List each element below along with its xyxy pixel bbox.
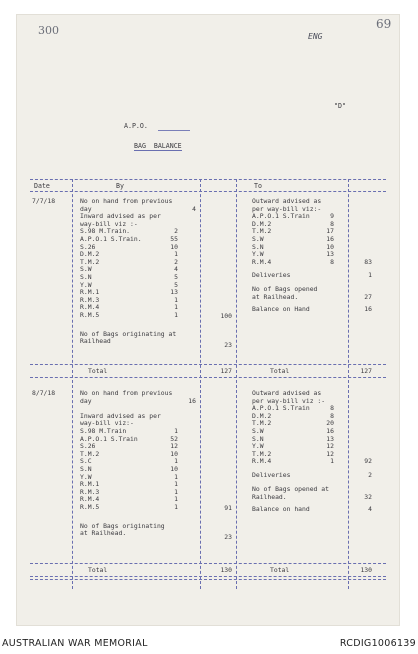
middle-rule: [236, 179, 237, 589]
date-column-rule: [72, 179, 73, 589]
deliveries-label: Deliveries: [252, 471, 291, 479]
outward-line-qty: 17: [326, 227, 334, 236]
balance-label: Balance on Hand: [252, 305, 310, 314]
inward-line-label: A.P.O.1 S.Train: [80, 434, 138, 443]
footer-source: AUSTRALIAN WAR MEMORIAL: [2, 638, 148, 649]
inward-line-qty: 10: [170, 449, 178, 458]
deliveries-qty: 2: [368, 471, 372, 479]
total-rule-bottom: [30, 377, 386, 378]
inward-line-qty: 4: [192, 204, 196, 213]
page-number-annotation: 300: [38, 24, 59, 37]
inward-line-label: way-bill viz :-: [80, 219, 138, 228]
inward-line-qty: 5: [174, 280, 178, 289]
inward-line-label: A.P.O.1 S.Train.: [80, 235, 142, 243]
inward-line-label: S.26: [80, 242, 96, 251]
outward-line-label: Outward advised as: [252, 197, 322, 205]
inward-line-label: No on hand from previous: [80, 197, 173, 205]
inward-line-label: R.M.3: [80, 487, 100, 496]
outward-line-qty: 16: [326, 427, 334, 435]
outward-line-qty: 10: [326, 242, 334, 251]
outward-subtotal: 92: [364, 457, 372, 466]
inward-line-qty: 1: [174, 303, 178, 312]
inward-line-qty: 2: [174, 227, 178, 236]
outward-line-label: T.M.2: [252, 449, 272, 458]
inward-line-qty: 1: [174, 311, 178, 319]
total-label-right: Total: [270, 566, 290, 574]
opened-label: No of Bags opened at: [252, 485, 329, 493]
inward-line-label: Y.W: [80, 472, 92, 481]
folio-annotation: 69: [376, 17, 392, 31]
inward-line-qty: 10: [170, 242, 178, 251]
outward-line-label: A.P.O.1 S.Train: [252, 404, 310, 413]
outward-line-label: D.M.2: [252, 411, 272, 420]
inward-line-qty: 52: [170, 434, 178, 443]
inward-line-label: Y.W: [80, 280, 92, 289]
inward-line-qty: 1: [174, 487, 178, 496]
total-right: 127: [360, 367, 372, 375]
total-right: 130: [360, 566, 372, 574]
inward-line-label: No on hand from previous: [80, 389, 173, 397]
outward-line-label: R.M.4: [252, 257, 272, 266]
total-left: 127: [220, 367, 232, 375]
outward-line-label: per way-bill viz :-: [252, 396, 326, 405]
outward-line-qty: 13: [326, 434, 334, 443]
opened-qty: 32: [364, 492, 372, 501]
total-rule-top: [30, 563, 386, 564]
inward-line-label: R.M.3: [80, 295, 100, 304]
inward-line-qty: 2: [174, 257, 178, 266]
total-label-right: Total: [270, 367, 290, 375]
inward-subtotal: 91: [224, 504, 232, 512]
document-page: [16, 14, 400, 626]
outward-line-qty: 16: [326, 235, 334, 243]
inward-line-label: S.N: [80, 465, 92, 473]
outward-line-qty: 12: [326, 449, 334, 458]
inward-line-label: S.W: [80, 265, 92, 274]
inward-line-qty: 1: [174, 250, 178, 259]
originating-label: Railhead: [80, 337, 111, 346]
form-marker: "D": [334, 102, 346, 110]
inward-line-label: R.M.1: [80, 288, 100, 297]
originating-label: at Railhead.: [80, 529, 127, 538]
column-to: To: [254, 182, 262, 190]
inward-line-label: S.N: [80, 273, 92, 281]
inward-line-qty: 5: [174, 273, 178, 281]
total-rule-top: [30, 364, 386, 365]
inward-line-qty: 1: [174, 472, 178, 481]
outward-line-label: Y.W: [252, 250, 264, 259]
outward-line-label: Outward advised as: [252, 389, 322, 397]
inward-line-qty: 1: [174, 295, 178, 304]
inward-line-qty: 55: [170, 235, 178, 243]
to-qty-rule: [348, 179, 349, 589]
outward-line-label: A.P.O.1 S.Train: [252, 212, 310, 221]
outward-line-qty: 9: [330, 212, 334, 221]
outward-line-label: Y.W: [252, 442, 264, 451]
inward-line-qty: 1: [174, 503, 178, 511]
balance-qty: 16: [364, 305, 372, 314]
total-rule-bottom: [30, 576, 386, 577]
inward-line-qty: 1: [174, 495, 178, 504]
column-by: By: [116, 182, 124, 190]
inward-line-label: S.C: [80, 457, 92, 466]
outward-line-label: D.M.2: [252, 219, 272, 228]
opened-qty: 27: [364, 293, 372, 301]
inward-line-qty: 4: [174, 265, 178, 274]
inward-line-label: T.M.2: [80, 449, 100, 458]
originating-qty: 23: [224, 533, 232, 542]
inward-line-qty: 1: [174, 457, 178, 466]
outward-line-label: S.N: [252, 434, 264, 443]
inward-line-qty: 1: [174, 427, 178, 435]
inward-line-label: day: [80, 204, 92, 213]
inward-line-label: R.M.4: [80, 303, 100, 312]
outward-line-qty: 13: [326, 250, 334, 259]
total-label-left: Total: [88, 566, 108, 574]
outward-line-qty: 8: [330, 411, 334, 420]
total-left: 130: [220, 566, 232, 574]
balance-label: Balance on hand: [252, 505, 310, 513]
inward-line-label: R.M.4: [80, 495, 100, 504]
outward-line-label: S.W: [252, 427, 264, 435]
table-header-rule: [30, 191, 386, 192]
originating-qty: 23: [224, 341, 232, 350]
inward-subtotal: 100: [220, 312, 232, 320]
total-rule-double: [30, 579, 386, 580]
inward-line-qty: 13: [170, 288, 178, 297]
outward-line-label: T.M.2: [252, 227, 272, 236]
page-title: BAG BALANCE: [134, 142, 182, 150]
table-top-rule: [30, 179, 386, 180]
inward-line-label: Inward advised as per: [80, 212, 161, 221]
entry-date: 7/7/18: [32, 197, 56, 205]
outward-line-qty: 1: [330, 457, 334, 466]
inward-line-label: R.M.1: [80, 480, 100, 489]
column-date: Date: [34, 182, 50, 190]
outward-line-label: T.M.2: [252, 419, 272, 428]
inward-line-label: S.98 M.Train.: [80, 227, 131, 236]
originating-label: No of Bags originating: [80, 521, 165, 530]
outward-line-label: S.W: [252, 235, 264, 243]
inward-line-label: S.26: [80, 442, 96, 451]
deliveries-label: Deliveries: [252, 271, 291, 280]
inward-line-label: R.M.5: [80, 503, 100, 511]
opened-label: at Railhead.: [252, 293, 299, 301]
inward-line-qty: 12: [170, 442, 178, 451]
inward-line-label: way-bill viz:-: [80, 419, 134, 428]
inward-line-qty: 1: [174, 480, 178, 489]
office-label: A.P.O.: [124, 122, 148, 130]
originating-label: No of Bags originating at: [80, 329, 177, 338]
inward-line-label: D.M.2: [80, 250, 100, 259]
inward-line-label: T.M.2: [80, 257, 100, 266]
outward-line-label: S.N: [252, 242, 264, 251]
outward-line-qty: 12: [326, 442, 334, 451]
outward-line-label: R.M.4: [252, 457, 272, 466]
outward-line-qty: 8: [330, 257, 334, 266]
inward-line-qty: 10: [170, 465, 178, 473]
outward-line-label: per way-bill viz:-: [252, 204, 322, 213]
outward-line-qty: 8: [330, 404, 334, 413]
by-qty-rule: [200, 179, 201, 589]
inward-line-qty: 16: [188, 396, 196, 405]
inward-line-label: Inward advised as per: [80, 411, 161, 420]
opened-label: Railhead.: [252, 492, 287, 501]
inward-line-label: S.98 M.Train: [80, 427, 127, 435]
entry-date: 8/7/18: [32, 389, 56, 397]
outward-subtotal: 83: [364, 257, 372, 266]
inward-line-label: day: [80, 396, 92, 405]
balance-qty: 4: [368, 505, 372, 513]
footer-id: RCDIG1006139: [339, 638, 416, 649]
opened-label: No of Bags opened: [252, 285, 318, 294]
total-label-left: Total: [88, 367, 108, 375]
stamp-annotation: ENG: [308, 32, 323, 41]
outward-line-qty: 8: [330, 219, 334, 228]
outward-line-qty: 20: [326, 419, 334, 428]
deliveries-qty: 1: [368, 271, 372, 280]
office-blank-line: [158, 130, 190, 131]
inward-line-label: R.M.5: [80, 311, 100, 319]
